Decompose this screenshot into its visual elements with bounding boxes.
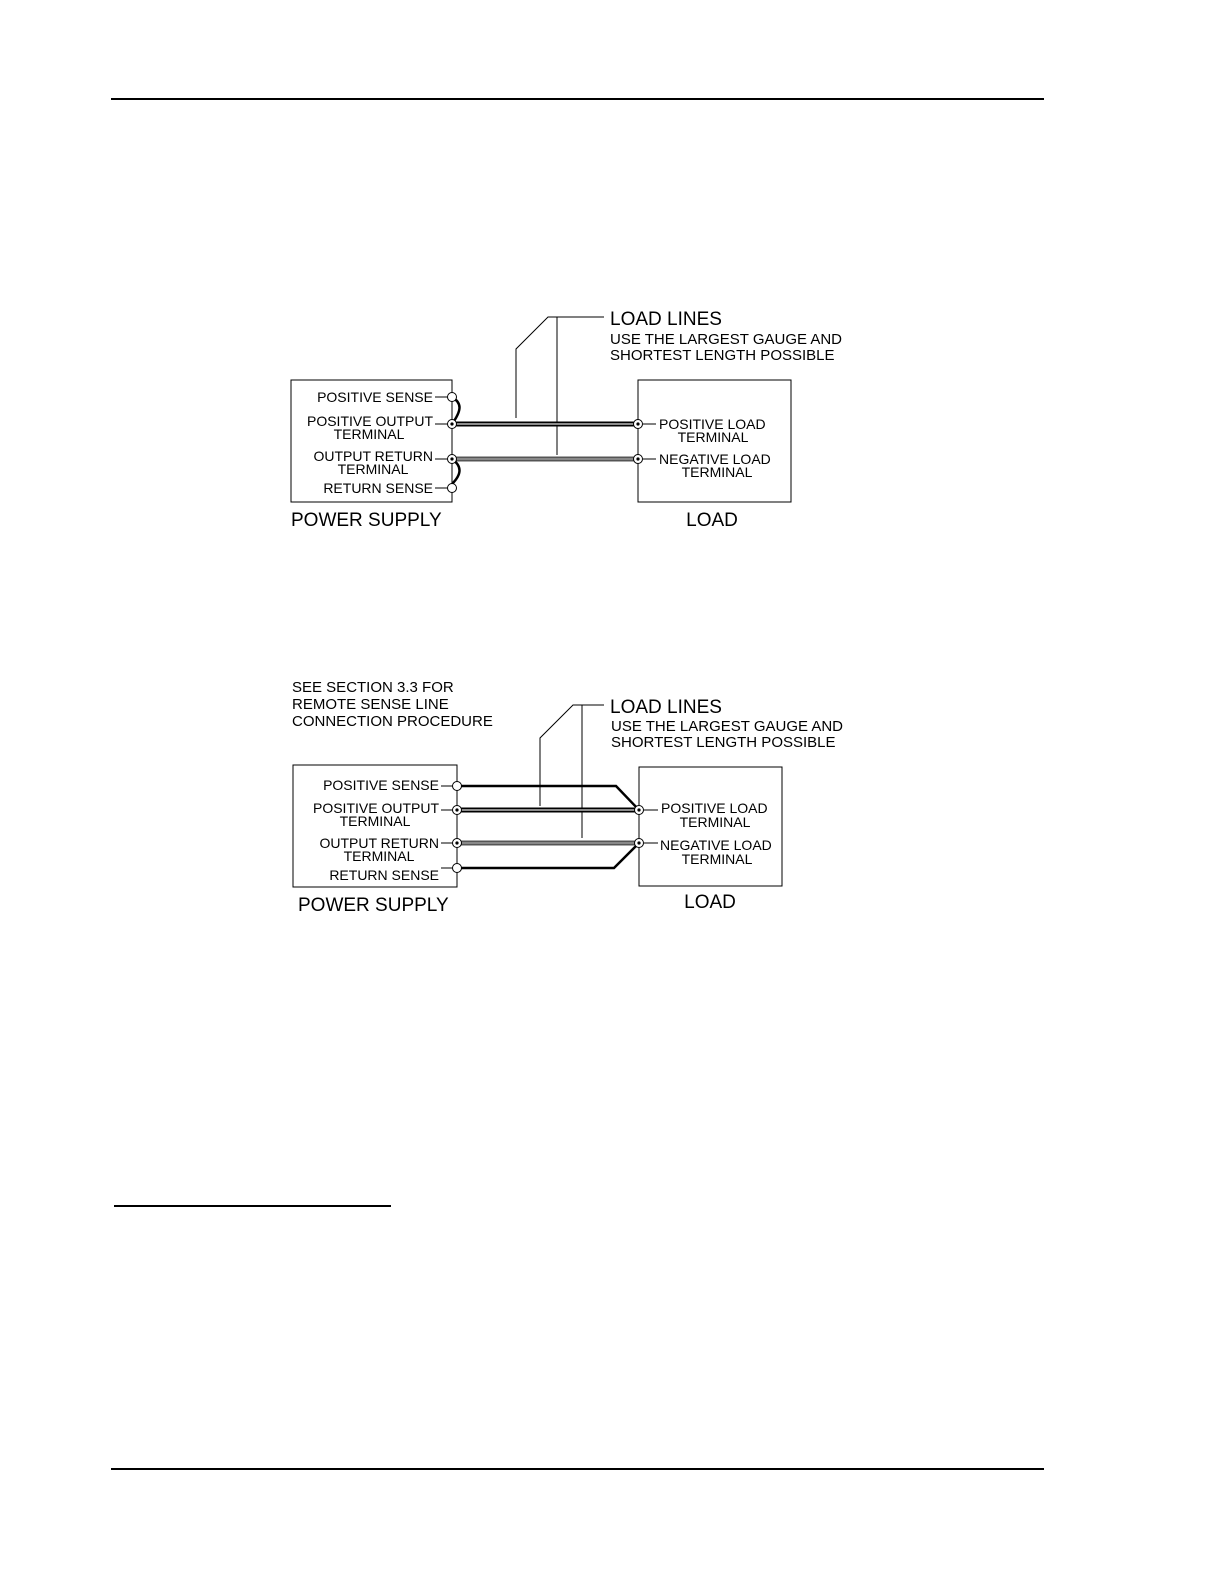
- section-note-line-3: CONNECTION PROCEDURE: [292, 713, 493, 730]
- positive-load-label-b: POSITIVE LOAD: [661, 800, 768, 816]
- load-lines-note-1-2: USE THE LARGEST GAUGE AND: [611, 718, 844, 735]
- return-sense-label-2: RETURN SENSE: [329, 867, 439, 883]
- output-return-label-b: OUTPUT RETURN: [319, 835, 439, 851]
- negative-load-label: NEGATIVE LOAD: [659, 451, 771, 467]
- load-lines-title: LOAD LINES: [610, 309, 722, 330]
- positive-load-label: POSITIVE LOAD: [659, 416, 766, 432]
- negative-load-label-b: NEGATIVE LOAD: [660, 837, 772, 853]
- load-lines-note-2-2: SHORTEST LENGTH POSSIBLE: [611, 734, 836, 751]
- output-return-label: OUTPUT RETURN: [313, 448, 433, 464]
- load-caption: LOAD: [686, 510, 738, 531]
- positive-sense-label: POSITIVE SENSE: [317, 389, 433, 405]
- return-sense-terminal-2: [453, 864, 462, 873]
- positive-output-label: POSITIVE OUTPUT: [306, 413, 433, 429]
- return-sense-label: RETURN SENSE: [323, 480, 433, 496]
- load-caption-2: LOAD: [684, 892, 736, 913]
- output-return-label-2: TERMINAL: [337, 461, 409, 477]
- diagram-local-sensing: [291, 309, 842, 531]
- diagram-remote-sensing: [292, 679, 843, 916]
- load-lines-note-1: USE THE LARGEST GAUGE AND: [610, 331, 843, 348]
- positive-output-label-b: POSITIVE OUTPUT: [312, 800, 439, 816]
- output-return-label-b2: TERMINAL: [343, 848, 415, 864]
- terminal-screws: [448, 393, 643, 493]
- positive-load-label-b2: TERMINAL: [679, 814, 751, 830]
- section-note-line-1: SEE SECTION 3.3 FOR: [292, 679, 454, 696]
- return-sense-terminal: [448, 484, 457, 493]
- load-lines-title-2: LOAD LINES: [610, 697, 722, 718]
- positive-sense-label-2: POSITIVE SENSE: [323, 777, 439, 793]
- return-sense-wire: [457, 843, 639, 868]
- positive-sense-terminal-2: [453, 782, 462, 791]
- positive-output-label-2: TERMINAL: [333, 426, 405, 442]
- negative-load-label-2: TERMINAL: [681, 464, 753, 480]
- terminal-screws-2: [453, 782, 644, 873]
- positive-sense-terminal: [448, 393, 457, 402]
- load-lines-callout-2: [540, 705, 604, 838]
- power-supply-caption: POWER SUPPLY: [291, 510, 442, 531]
- load-lines-note-2: SHORTEST LENGTH POSSIBLE: [610, 347, 835, 364]
- power-supply-caption-2: POWER SUPPLY: [298, 895, 449, 916]
- section-note-line-2: REMOTE SENSE LINE: [292, 696, 449, 713]
- load-lines-callout: [516, 317, 604, 455]
- positive-sense-wire: [457, 786, 639, 810]
- negative-load-label-b2: TERMINAL: [681, 851, 753, 867]
- positive-output-label-b2: TERMINAL: [339, 813, 411, 829]
- positive-load-label-2: TERMINAL: [677, 429, 749, 445]
